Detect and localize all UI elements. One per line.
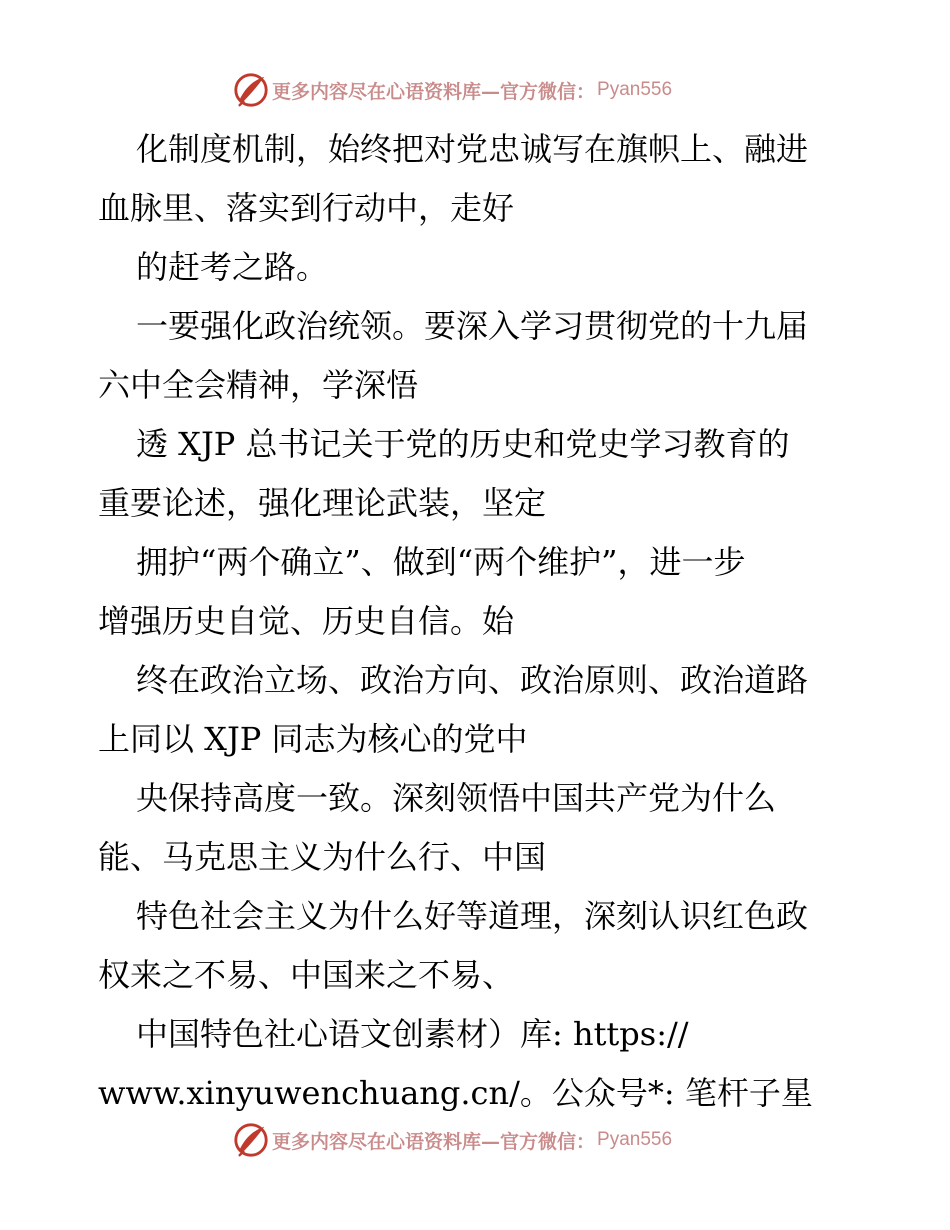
text-line: 的赶考之路。 <box>136 248 329 286</box>
footer-banner-wechat: Pyan556 <box>597 1129 673 1150</box>
text-line: 血脉里、落实到行动中，走好 <box>98 189 515 227</box>
text-line: 终在政治立场、政治方向、政治原则、政治道路 <box>136 661 809 699</box>
text-line: 增强历史自觉、历史自信。始 <box>98 602 515 640</box>
body-text <box>98 120 858 1123</box>
text-line: 央保持高度一致。深刻领悟中国共产党为什么 <box>136 779 777 817</box>
text-line: 透 XJP 总书记关于党的历史和党史学习教育的 <box>136 425 790 463</box>
text-line: 中国特色社心语文创素材）库: https:// <box>136 1015 689 1053</box>
text-line: 六中全会精神，学深悟 <box>98 366 419 404</box>
header-banner-wechat: Pyan556 <box>597 79 673 100</box>
text-line: 特色社会主义为什么好等道理，深刻认识红色政 <box>136 897 809 935</box>
text-line: 重要论述，强化理论武装，坚定 <box>98 484 547 522</box>
text-line: www.xinyuwenchuang.cn/。公众号*: 笔杆子星 <box>98 1074 813 1112</box>
text-line: 能、马克思主义为什么行、中国 <box>98 838 547 876</box>
text-line: 一要强化政治统领。要深入学习贯彻党的十九届 <box>136 307 809 345</box>
header-banner <box>232 70 732 110</box>
footer-banner-text: 更多内容尽在心语资料库—官方微信： <box>272 1130 596 1153</box>
pen-logo-icon <box>232 1121 270 1159</box>
text-line: 权来之不易、中国来之不易、 <box>98 956 515 994</box>
footer-banner <box>232 1120 732 1160</box>
header-banner-text: 更多内容尽在心语资料库—官方微信： <box>272 80 596 103</box>
text-line: 拥护“两个确立”、做到“两个维护”，进一步 <box>136 543 746 581</box>
text-line: 上同以 XJP 同志为核心的党中 <box>98 720 528 758</box>
pen-logo-icon <box>232 71 270 109</box>
text-line: 化制度机制，始终把对党忠诚写在旗帜上、融进 <box>136 130 809 168</box>
